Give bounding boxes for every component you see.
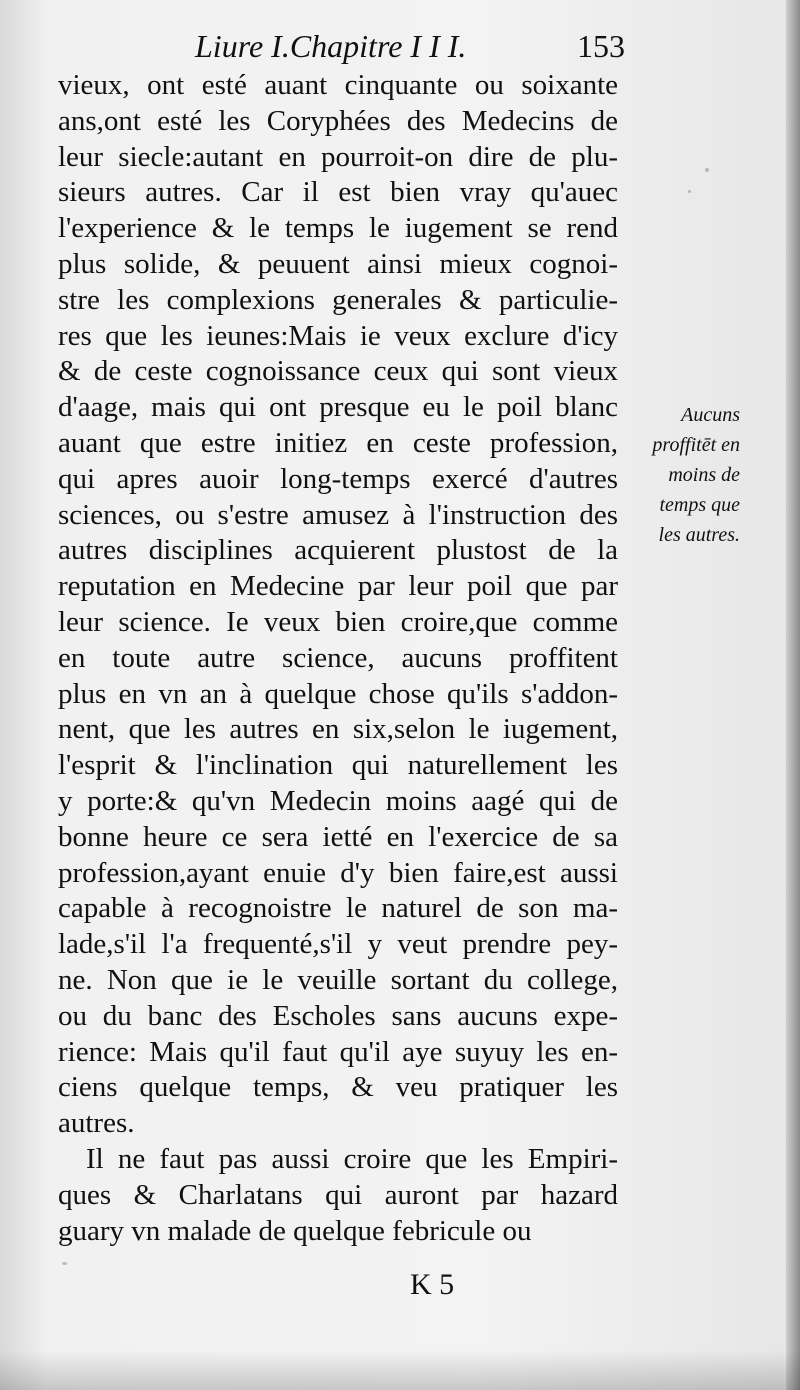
text-line: qui apres auoir long-temps exercé d'autres bbox=[58, 462, 618, 495]
text-line: l'experience & le temps le iugement se rend bbox=[58, 212, 618, 245]
text-line: ques & Charlatans qui auront par hazard bbox=[58, 1178, 618, 1211]
margin-note-line: les autres. bbox=[658, 524, 740, 546]
text-line: res que les ieunes:Mais ie veux exclure d'icy bbox=[58, 319, 618, 352]
text-line: stre les complexions generales & particulie- bbox=[58, 283, 618, 316]
text-line: plus en vn an à quelque chose qu'ils s'addon- bbox=[58, 677, 618, 710]
text-line: ciens quelque temps, & veu pratiquer les bbox=[58, 1071, 618, 1104]
text-line: d'aage, mais qui ont presque eu le poil blanc bbox=[58, 391, 618, 424]
text-line: l'esprit & l'inclination qui naturellement les bbox=[58, 749, 618, 782]
text-line: guary vn malade de quelque febricule ou bbox=[58, 1214, 532, 1247]
text-line: rience: Mais qu'il faut qu'il aye suyuy les en- bbox=[58, 1035, 618, 1068]
page-bottom-shadow bbox=[0, 1350, 800, 1390]
text-line: leur science. Ie veux bien croire,que comme bbox=[58, 605, 618, 638]
margin-note-line: proffitēt en bbox=[652, 434, 740, 456]
text-line: auant que estre initiez en ceste profession, bbox=[58, 426, 618, 459]
text-line: reputation en Medecine par leur poil que par bbox=[58, 570, 618, 603]
signature-mark: K 5 bbox=[410, 1268, 455, 1301]
text-line: autres. bbox=[58, 1107, 135, 1140]
running-header bbox=[195, 28, 625, 68]
paper-speck bbox=[688, 190, 691, 193]
text-line: en toute autre science, aucuns proffitent bbox=[58, 641, 618, 674]
paper-speck bbox=[62, 1262, 67, 1265]
text-line: ans,ont esté les Coryphées des Medecins de bbox=[58, 104, 618, 137]
text-line: y porte:& qu'vn Medecin moins aagé qui de bbox=[58, 784, 618, 817]
text-line: plus solide, & peuuent ainsi mieux cognoi- bbox=[58, 247, 618, 280]
text-line: bonne heure ce sera ietté en l'exercice de sa bbox=[58, 820, 618, 853]
text-line: sieurs autres. Car il est bien vray qu'auec bbox=[58, 176, 618, 209]
text-line: autres disciplines acquierent plustost de la bbox=[58, 534, 618, 567]
text-line: nent, que les autres en six,selon le iugement, bbox=[58, 713, 618, 746]
text-line: ou du banc des Escholes sans aucuns expe- bbox=[58, 999, 618, 1032]
running-title: Liure I.Chapitre I I I. bbox=[195, 28, 467, 64]
page-number: 153 bbox=[577, 28, 625, 64]
paper-speck bbox=[705, 168, 709, 172]
text-line: vieux, ont esté auant cinquante ou soixante bbox=[58, 69, 618, 101]
margin-note-line: temps que bbox=[659, 494, 740, 516]
margin-note bbox=[620, 400, 740, 550]
body-text bbox=[58, 68, 618, 1249]
text-line: sciences, ou s'estre amusez à l'instruction des bbox=[58, 498, 618, 531]
margin-note-line: Aucuns bbox=[681, 404, 740, 426]
text-line: lade,s'il l'a frequenté,s'il y veut prendre pey- bbox=[58, 928, 618, 961]
margin-note-line: moins de bbox=[668, 464, 740, 486]
text-line: capable à recognoistre le naturel de son ma- bbox=[58, 892, 618, 925]
page-edge-shadow bbox=[786, 0, 800, 1390]
text-line: & de ceste cognoissance ceux qui sont vieux bbox=[58, 355, 618, 388]
text-line: leur siecle:autant en pourroit-on dire de plu- bbox=[58, 140, 618, 173]
text-line: Il ne faut pas aussi croire que les Empiri- bbox=[86, 1142, 618, 1175]
text-line: ne. Non que ie le veuille sortant du college, bbox=[58, 963, 618, 996]
text-line: profession,ayant enuie d'y bien faire,est aussi bbox=[58, 856, 618, 889]
